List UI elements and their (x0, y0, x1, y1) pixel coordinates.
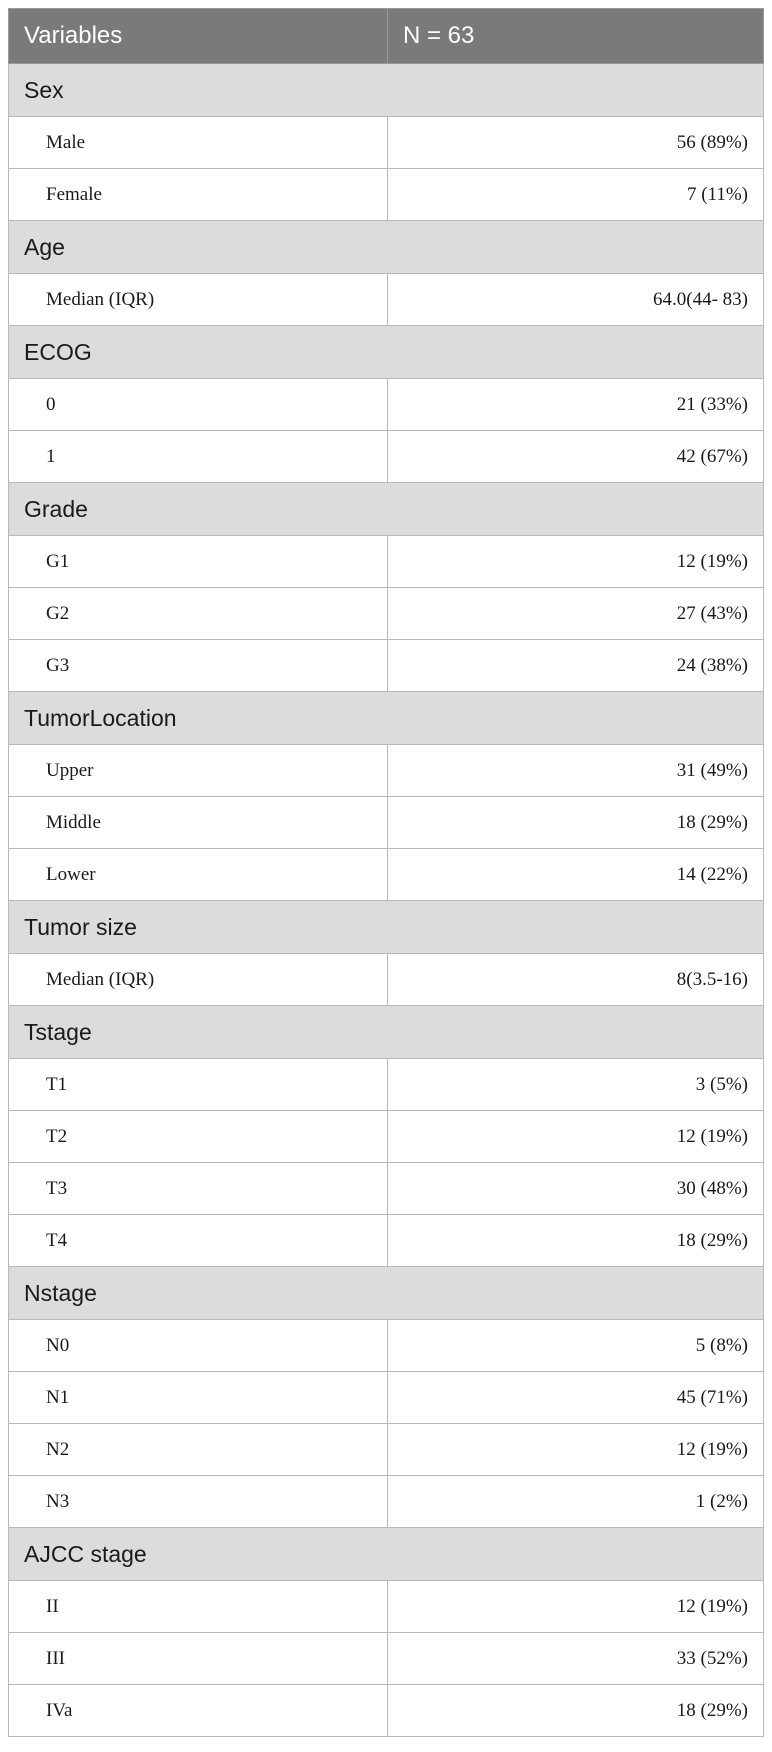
section-title: Age (9, 221, 764, 274)
section-row-ecog (9, 326, 764, 379)
row-value: 64.0(44- 83) (388, 274, 764, 326)
table-row (9, 169, 764, 221)
header-variables: Variables (9, 9, 388, 64)
section-title: AJCC stage (9, 1528, 764, 1581)
section-row-tumorlocation (9, 692, 764, 745)
table-row (9, 1633, 764, 1685)
table-row (9, 1059, 764, 1111)
row-value: 42 (67%) (388, 431, 764, 483)
table-header (9, 9, 764, 64)
row-value: 24 (38%) (388, 640, 764, 692)
row-value: 8(3.5-16) (388, 954, 764, 1006)
row-label: T3 (9, 1163, 388, 1215)
table-row (9, 431, 764, 483)
section-title: Nstage (9, 1267, 764, 1320)
row-value: 27 (43%) (388, 588, 764, 640)
row-label: IVa (9, 1685, 388, 1737)
table-row (9, 1581, 764, 1633)
table-row (9, 1320, 764, 1372)
section-title: Tstage (9, 1006, 764, 1059)
row-value: 30 (48%) (388, 1163, 764, 1215)
table-row (9, 1476, 764, 1528)
table-row (9, 849, 764, 901)
row-label: Median (IQR) (9, 274, 388, 326)
row-label: N3 (9, 1476, 388, 1528)
row-label: II (9, 1581, 388, 1633)
row-label: Middle (9, 797, 388, 849)
row-value: 14 (22%) (388, 849, 764, 901)
table-row (9, 797, 764, 849)
row-value: 12 (19%) (388, 536, 764, 588)
table-row (9, 274, 764, 326)
row-value: 5 (8%) (388, 1320, 764, 1372)
row-label: Upper (9, 745, 388, 797)
row-value: 18 (29%) (388, 1215, 764, 1267)
row-label: N1 (9, 1372, 388, 1424)
table-row (9, 640, 764, 692)
table-row (9, 536, 764, 588)
row-value: 12 (19%) (388, 1111, 764, 1163)
table-row (9, 1215, 764, 1267)
section-title: Sex (9, 64, 764, 117)
row-label: Male (9, 117, 388, 169)
row-label: G2 (9, 588, 388, 640)
section-row-ajcc-stage (9, 1528, 764, 1581)
row-value: 18 (29%) (388, 1685, 764, 1737)
row-value: 12 (19%) (388, 1581, 764, 1633)
row-label: G1 (9, 536, 388, 588)
table-row (9, 1111, 764, 1163)
row-label: Median (IQR) (9, 954, 388, 1006)
table-row (9, 588, 764, 640)
patient-characteristics-table (8, 8, 764, 1737)
table-row (9, 954, 764, 1006)
row-value: 7 (11%) (388, 169, 764, 221)
row-value: 21 (33%) (388, 379, 764, 431)
row-label: N0 (9, 1320, 388, 1372)
table-body (9, 64, 764, 1737)
section-row-tumor-size (9, 901, 764, 954)
section-title: Tumor size (9, 901, 764, 954)
row-value: 31 (49%) (388, 745, 764, 797)
row-label: Female (9, 169, 388, 221)
table-row (9, 379, 764, 431)
section-row-sex (9, 64, 764, 117)
row-value: 56 (89%) (388, 117, 764, 169)
row-value: 1 (2%) (388, 1476, 764, 1528)
header-row (9, 9, 764, 64)
section-title: TumorLocation (9, 692, 764, 745)
row-label: G3 (9, 640, 388, 692)
header-count: N = 63 (388, 9, 764, 64)
row-label: Lower (9, 849, 388, 901)
table-row (9, 1163, 764, 1215)
row-label: 1 (9, 431, 388, 483)
row-value: 45 (71%) (388, 1372, 764, 1424)
table-row (9, 1372, 764, 1424)
table-row (9, 1424, 764, 1476)
table-row (9, 1685, 764, 1737)
row-value: 18 (29%) (388, 797, 764, 849)
section-row-nstage (9, 1267, 764, 1320)
table-row (9, 117, 764, 169)
table-row (9, 745, 764, 797)
section-row-grade (9, 483, 764, 536)
row-label: T2 (9, 1111, 388, 1163)
row-value: 33 (52%) (388, 1633, 764, 1685)
row-label: N2 (9, 1424, 388, 1476)
section-row-age (9, 221, 764, 274)
row-value: 12 (19%) (388, 1424, 764, 1476)
section-row-tstage (9, 1006, 764, 1059)
patient-characteristics-table-container (8, 8, 763, 1737)
section-title: Grade (9, 483, 764, 536)
row-label: III (9, 1633, 388, 1685)
row-label: T1 (9, 1059, 388, 1111)
section-title: ECOG (9, 326, 764, 379)
row-value: 3 (5%) (388, 1059, 764, 1111)
row-label: 0 (9, 379, 388, 431)
row-label: T4 (9, 1215, 388, 1267)
